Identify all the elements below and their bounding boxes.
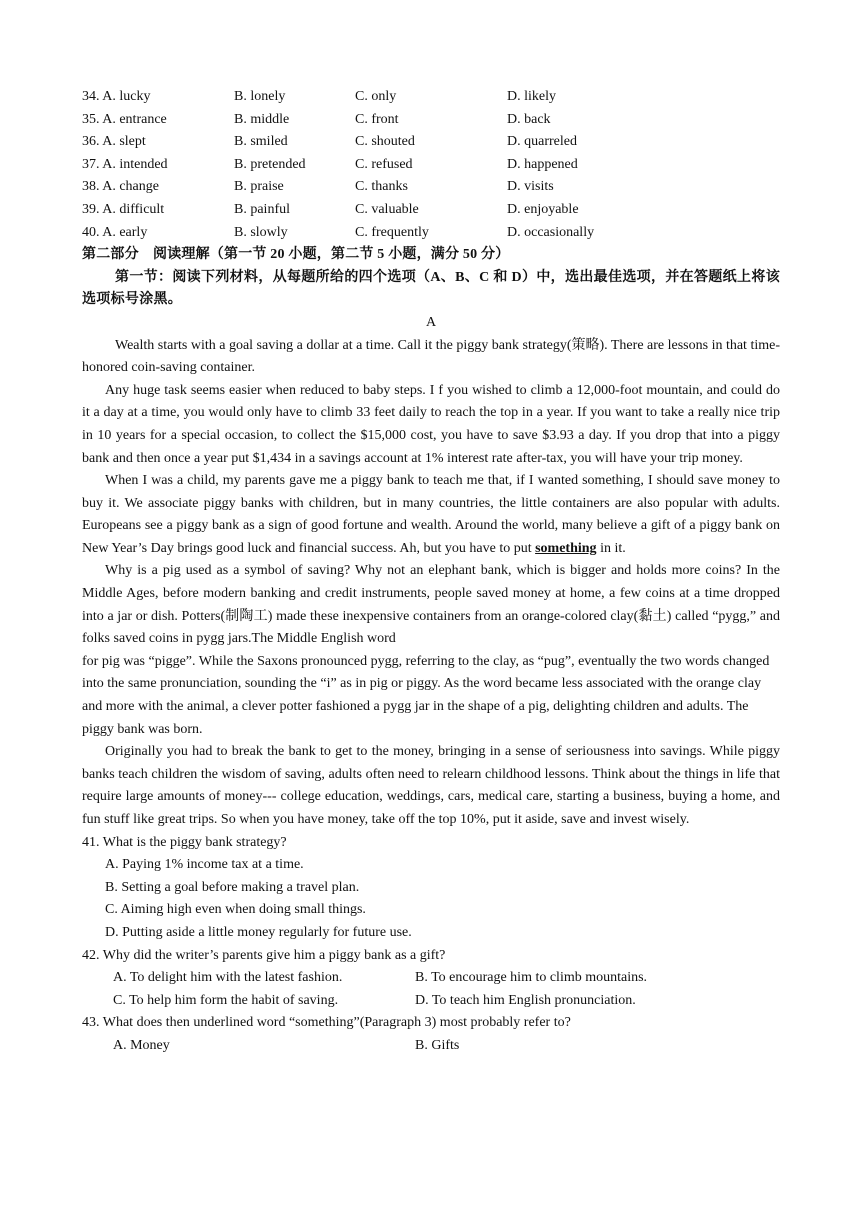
option-c: C. only <box>355 89 397 104</box>
cloze-options <box>82 86 780 244</box>
option-d: D. happened <box>507 156 578 172</box>
option-d: D. likely <box>507 89 556 104</box>
question-42 <box>82 945 780 1013</box>
option-a: 35. A. entrance <box>82 111 167 127</box>
choice-row <box>82 1035 780 1058</box>
option-d: D. quarreled <box>507 134 577 150</box>
paragraph-3-end: in it. <box>596 540 626 556</box>
option-c: C. valuable <box>355 201 419 217</box>
option-b: B. lonely <box>234 89 286 104</box>
question-41 <box>82 832 780 945</box>
option-c: C. front <box>355 111 399 127</box>
option-a: 40. A. early <box>82 224 148 240</box>
option-b: B. smiled <box>234 134 288 150</box>
option-row-38 <box>82 176 780 199</box>
paragraph-3 <box>82 470 780 560</box>
section-title: 第二部分 阅读理解（第一节 20 小题，第二节 5 小题，满分 50 分） <box>82 247 510 263</box>
option-row-39 <box>82 199 780 222</box>
option-a: 36. A. slept <box>82 134 146 150</box>
underlined-word: something <box>535 540 597 556</box>
choice-b: B. Gifts <box>415 1037 460 1053</box>
option-a: 37. A. intended <box>82 156 168 172</box>
paragraph-4: Why is a pig used as a symbol of saving? Why not an elephant bank, which is bigger and holds more coins? In the Middle Ages, before modern banking and credit instruments, people saved money at home, a few coins at a time dropped into a jar or dish. Potters(制陶工) made these inexpensive containers from an orange-colored clay(黏土) called “pygg,” and folks saved coins in pygg jars.The Middle English word <box>82 563 780 647</box>
option-row-35 <box>82 109 780 132</box>
choice-a: A. To delight him with the latest fashion. <box>113 970 343 986</box>
option-d: D. enjoyable <box>507 201 579 217</box>
option-b: B. slowly <box>234 224 288 240</box>
option-d: D. visits <box>507 179 554 195</box>
option-row-37 <box>82 154 780 177</box>
option-row-34 <box>82 86 780 109</box>
choice-c: C. Aiming high even when doing small things. <box>105 902 366 918</box>
question-text: 41. What is the piggy bank strategy? <box>82 834 287 850</box>
passage-label: A <box>425 314 437 330</box>
option-d: D. occasionally <box>507 224 595 240</box>
choice-a: A. Paying 1% income tax at a time. <box>105 857 304 873</box>
option-d: D. back <box>507 111 551 127</box>
exam-page <box>82 86 780 1058</box>
choice-row <box>82 990 780 1013</box>
choice-b: B. Setting a goal before making a travel plan. <box>105 879 360 895</box>
option-a: 34. A. lucky <box>82 89 151 104</box>
choice-a: A. Money <box>113 1037 170 1053</box>
option-c: C. shouted <box>355 134 415 150</box>
option-c: C. refused <box>355 156 413 172</box>
choice-d: D. Putting aside a little money regularly for future use. <box>105 924 412 940</box>
option-b: B. pretended <box>234 156 306 172</box>
paragraph-4-continued: for pig was “pigge”. While the Saxons pronounced pygg, referring to the clay, as “pug”, eventually the two words changed into the same pronunciation, sounding the “i” as in pig or piggy. As the word became less associated with the orange clay and more with the animal, a clever potter fashioned a pygg jar in the shape of a pig, delighting children and adults. The piggy bank was born. <box>82 653 770 737</box>
choice-c: C. To help him form the habit of saving. <box>113 992 339 1008</box>
question-text: 42. Why did the writer’s parents give him a piggy bank as a gift? <box>82 947 446 963</box>
choice-row <box>82 967 780 990</box>
option-c: C. thanks <box>355 179 408 195</box>
option-c: C. frequently <box>355 224 429 240</box>
choice-d: D. To teach him English pronunciation. <box>415 992 636 1008</box>
option-a: 39. A. difficult <box>82 201 165 217</box>
option-b: B. painful <box>234 201 290 217</box>
option-row-40 <box>82 222 780 245</box>
question-43 <box>82 1012 780 1057</box>
question-text: 43. What does then underlined word “something”(Paragraph 3) most probably refer to? <box>82 1015 571 1031</box>
option-a: 38. A. change <box>82 179 159 195</box>
paragraph-2: Any huge task seems easier when reduced to baby steps. I f you wished to climb a 12,000-foot mountain, and could do it a day at a time, you would only have to climb 33 feet daily to reach the top in a year. If you want to take a really nice trip in 10 years for a special occasion, to collect the $15,000 cost, you have to save $3.93 a day. If you drop that into a piggy bank and then once a year put $1,434 in a savings account at 1% interest rate after-tax, you will have your trip money. <box>82 382 780 466</box>
option-b: B. praise <box>234 179 284 195</box>
section-instruction: 第一节：阅读下列材料，从每题所给的四个选项（A、B、C 和 D）中，选出最佳选项，并在答题纸上将该选项标号涂黑。 <box>82 269 780 308</box>
option-b: B. middle <box>234 111 290 127</box>
choice-b: B. To encourage him to climb mountains. <box>415 970 648 986</box>
paragraph-3-text: When I was a child, my parents gave me a piggy bank to teach me that, if I wanted something, I should save money to buy it. We associate piggy banks with children, but in many countries, the little containers are also popular with adults. Europeans see a piggy bank as a sign of good fortune and wealth. Around the world, many believe a gift of a piggy bank on New Year’s Day brings good luck and financial success. Ah, but you have to put <box>82 473 780 556</box>
option-row-36 <box>82 131 780 154</box>
paragraph-5: Originally you had to break the bank to get to the money, bringing in a sense of seriousness into savings. While piggy banks teach children the wisdom of saving, adults often need to relearn childhood lessons. Think about the things in life that require large amounts of money--- college education, weddings, cars, medical care, starting a business, buying a home, and fun stuff like great trips. So when you have money, take off the top 10%, put it aside, save and invest wisely. <box>82 744 780 827</box>
paragraph-1: Wealth starts with a goal saving a dollar at a time. Call it the piggy bank strategy(策略). There are lessons in that time-honored coin-saving container. <box>82 337 780 376</box>
